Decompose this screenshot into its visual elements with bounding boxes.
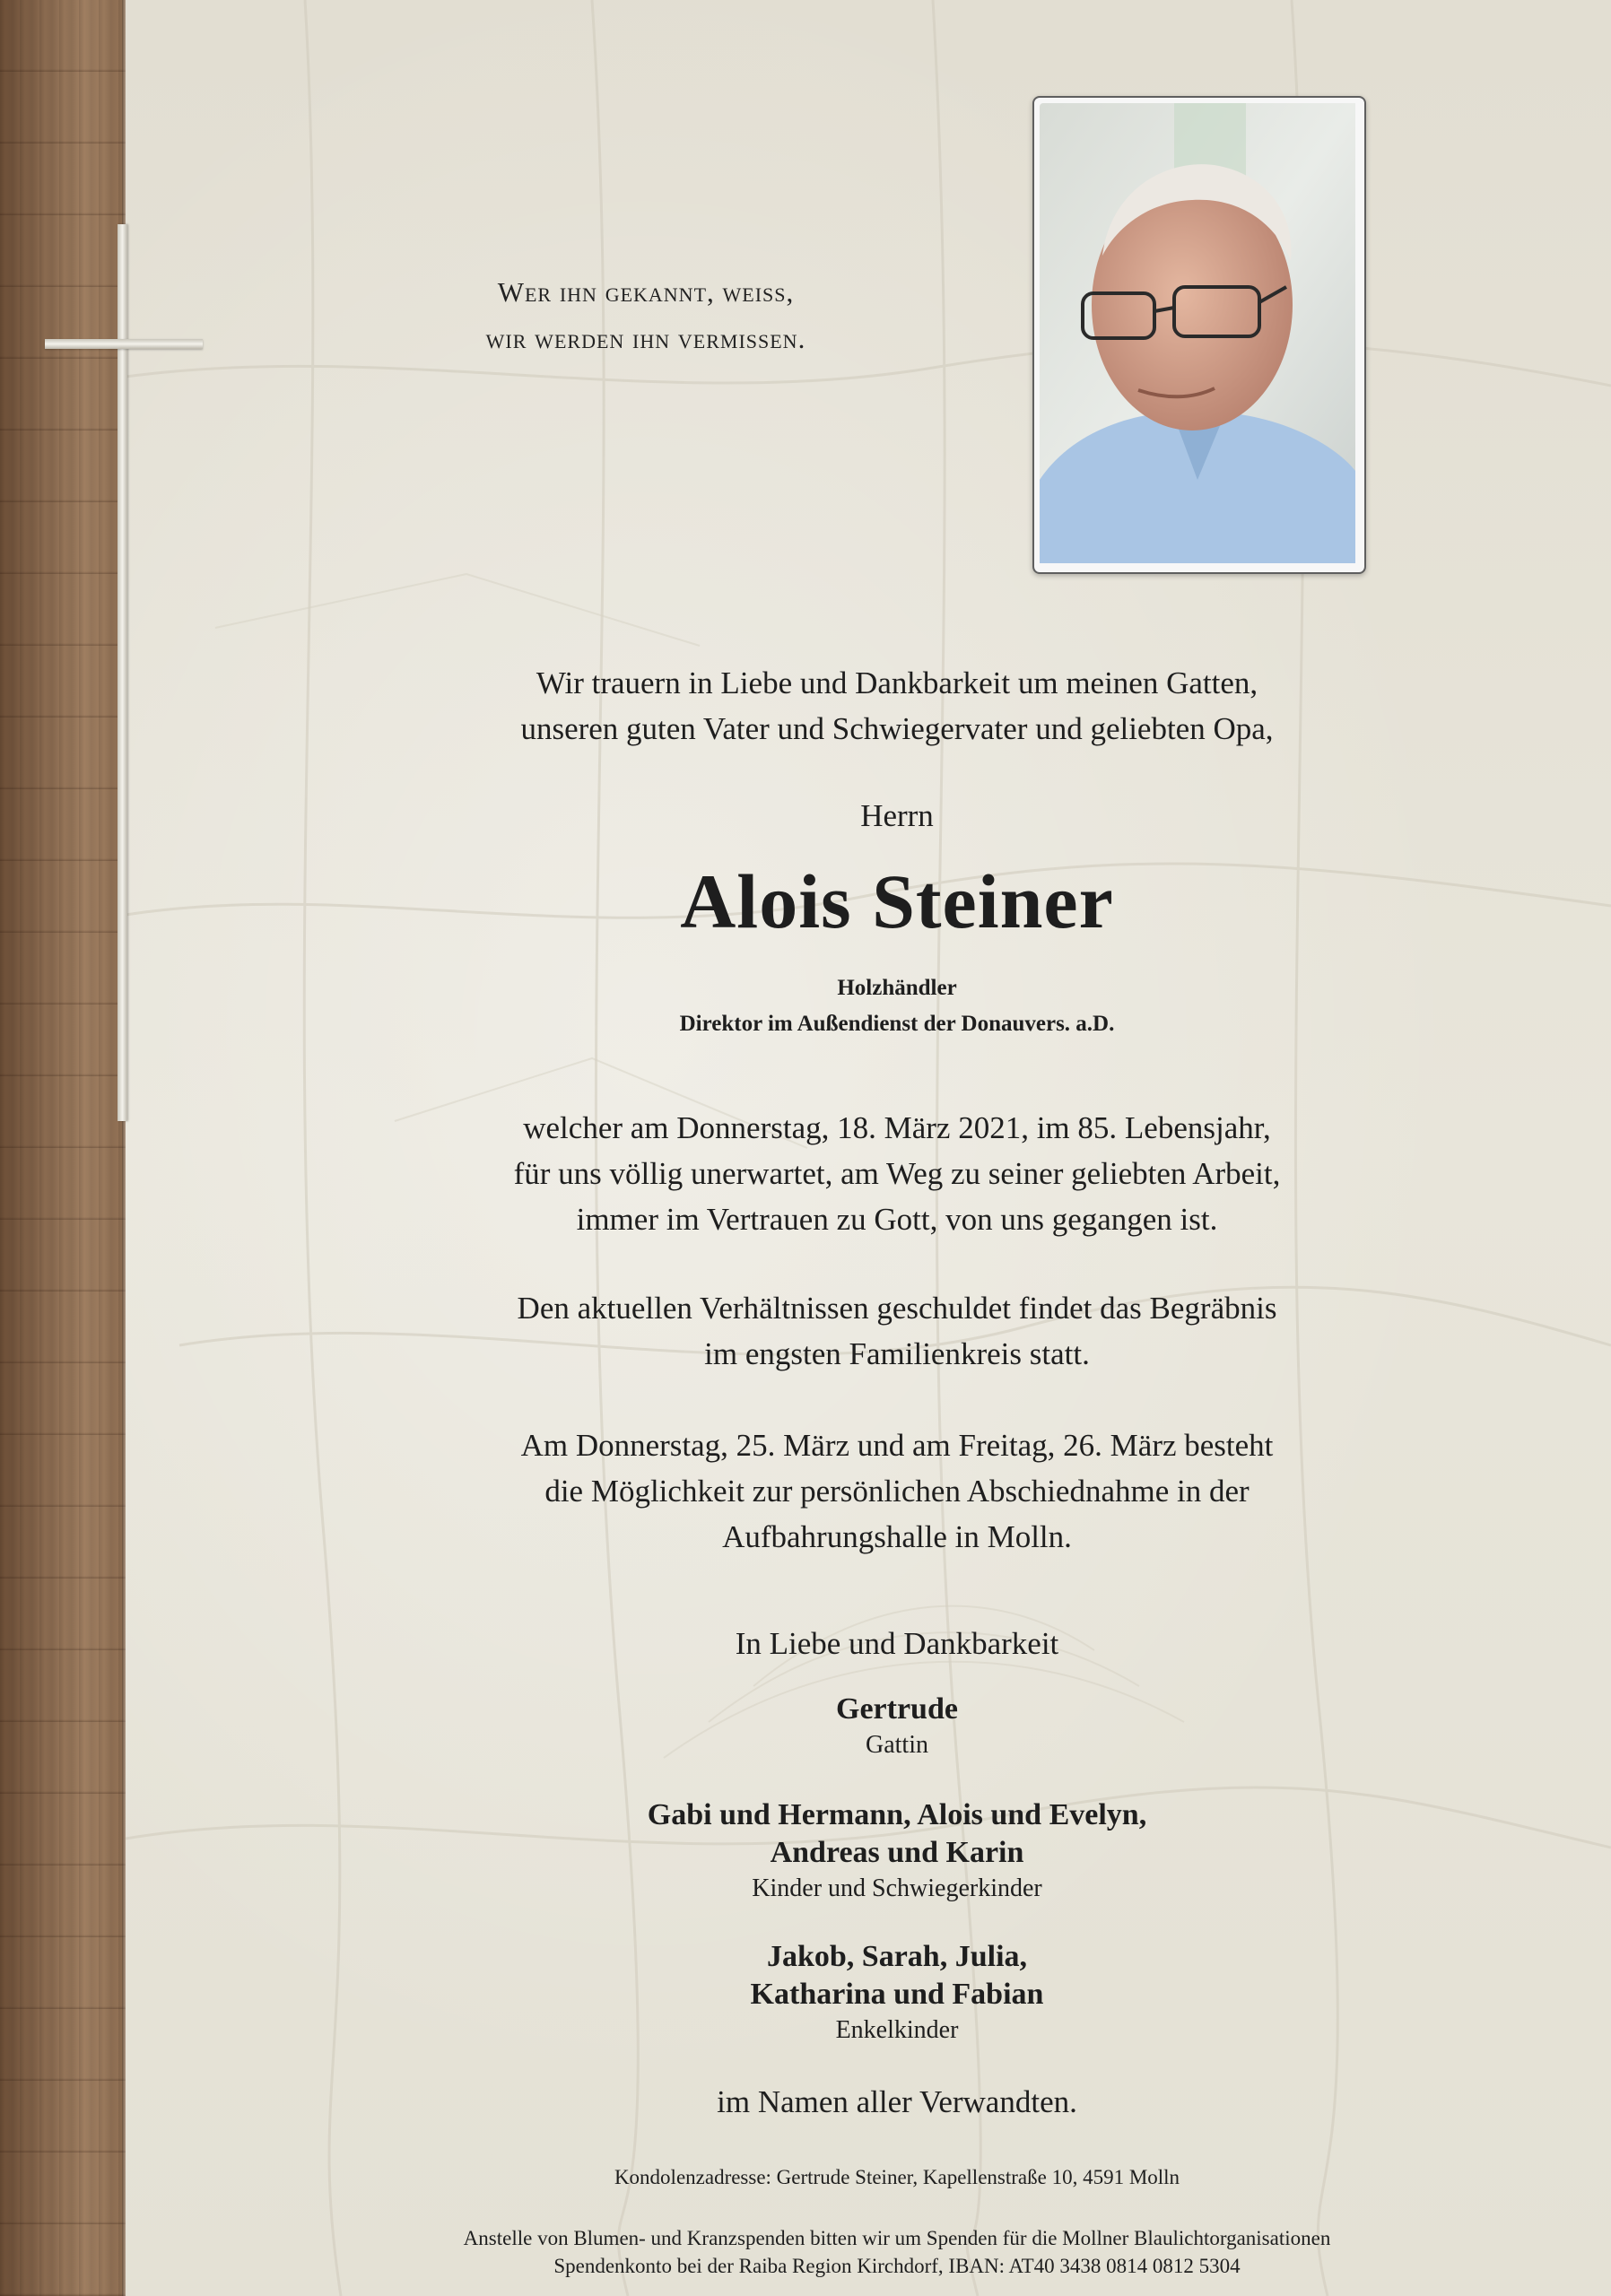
- quote-line-2: wir werden ihn vermissen.: [485, 323, 806, 354]
- relatives-phrase: im Namen aller Verwandten.: [717, 2084, 1077, 2119]
- farewell-line-3: Aufbahrungshalle in Molln.: [722, 1519, 1072, 1554]
- farewell-line-1: Am Donnerstag, 25. März und am Freitag, 26. März besteht: [520, 1428, 1274, 1463]
- farewell-notice: [377, 1422, 1417, 1560]
- intro-text: [377, 660, 1417, 752]
- closing-phrase: In Liebe und Dankbarkeit: [735, 1626, 1059, 1661]
- spouse-name: Gertrude: [836, 1692, 958, 1726]
- death-line-3: immer im Vertrauen zu Gott, von uns gegangen ist.: [576, 1202, 1218, 1237]
- mourner-spouse: [377, 1691, 1417, 1762]
- grandchildren-role: Enkelkinder: [835, 2016, 959, 2044]
- donation-line-2: Spendenkonto bei der Raiba Region Kirchdorf, IBAN: AT40 3438 0814 0812 5304: [553, 2255, 1241, 2277]
- deceased-position: Direktor im Außendienst der Donauvers. a.D.: [679, 1012, 1115, 1036]
- intro-line-1: Wir trauern in Liebe und Dankbarkeit um meinen Gatten,: [536, 665, 1258, 700]
- funeral-line-1: Den aktuellen Verhältnissen geschuldet findet das Begräbnis: [517, 1291, 1277, 1326]
- deceased-titles: [377, 970, 1417, 1042]
- mourner-grandchildren: [377, 1938, 1417, 2048]
- intro-line-2: unseren guten Vater und Schwiegervater und geliebten Opa,: [520, 711, 1274, 746]
- death-line-1: welcher am Donnerstag, 18. März 2021, im 85. Lebensjahr,: [523, 1110, 1271, 1145]
- condolence-address: Kondolenzadresse: Gertrude Steiner, Kapellenstraße 10, 4591 Molln: [614, 2166, 1180, 2188]
- deceased-name: Alois Steiner: [680, 858, 1114, 944]
- farewell-line-2: die Möglichkeit zur persönlichen Abschiednahme in der: [544, 1474, 1250, 1509]
- children-line-2: Andreas und Karin: [770, 1836, 1024, 1869]
- funeral-notice: [377, 1285, 1417, 1377]
- portrait-photo-frame: [1032, 96, 1366, 574]
- deceased-occupation: Holzhändler: [837, 976, 957, 1000]
- cross-vertical-beam: [118, 224, 127, 1121]
- portrait-illustration: [1040, 103, 1355, 563]
- grandchildren-line-2: Katharina und Fabian: [750, 1978, 1044, 2011]
- children-line-1: Gabi und Hermann, Alois und Evelyn,: [647, 1798, 1147, 1831]
- donation-line-1: Anstelle von Blumen- und Kranzspenden bitten wir um Spenden für die Mollner Blaulichtorganisationen: [463, 2227, 1331, 2249]
- donation-notice: [377, 2224, 1417, 2280]
- funeral-line-2: im engsten Familienkreis statt.: [704, 1336, 1090, 1371]
- mourner-children: [377, 1796, 1417, 1906]
- spouse-role: Gattin: [866, 1731, 928, 1759]
- death-announcement: [377, 1105, 1417, 1242]
- quote-line-1: Wer ihn gekannt, weiss,: [497, 276, 795, 308]
- salutation: Herrn: [860, 798, 934, 833]
- memorial-quote: [377, 269, 915, 362]
- children-role: Kinder und Schwiegerkinder: [752, 1874, 1042, 1902]
- grandchildren-line-1: Jakob, Sarah, Julia,: [766, 1940, 1028, 1973]
- portrait-photo: [1040, 103, 1359, 567]
- cross-horizontal-beam: [45, 339, 203, 349]
- death-line-2: für uns völlig unerwartet, am Weg zu seiner geliebten Arbeit,: [513, 1156, 1281, 1191]
